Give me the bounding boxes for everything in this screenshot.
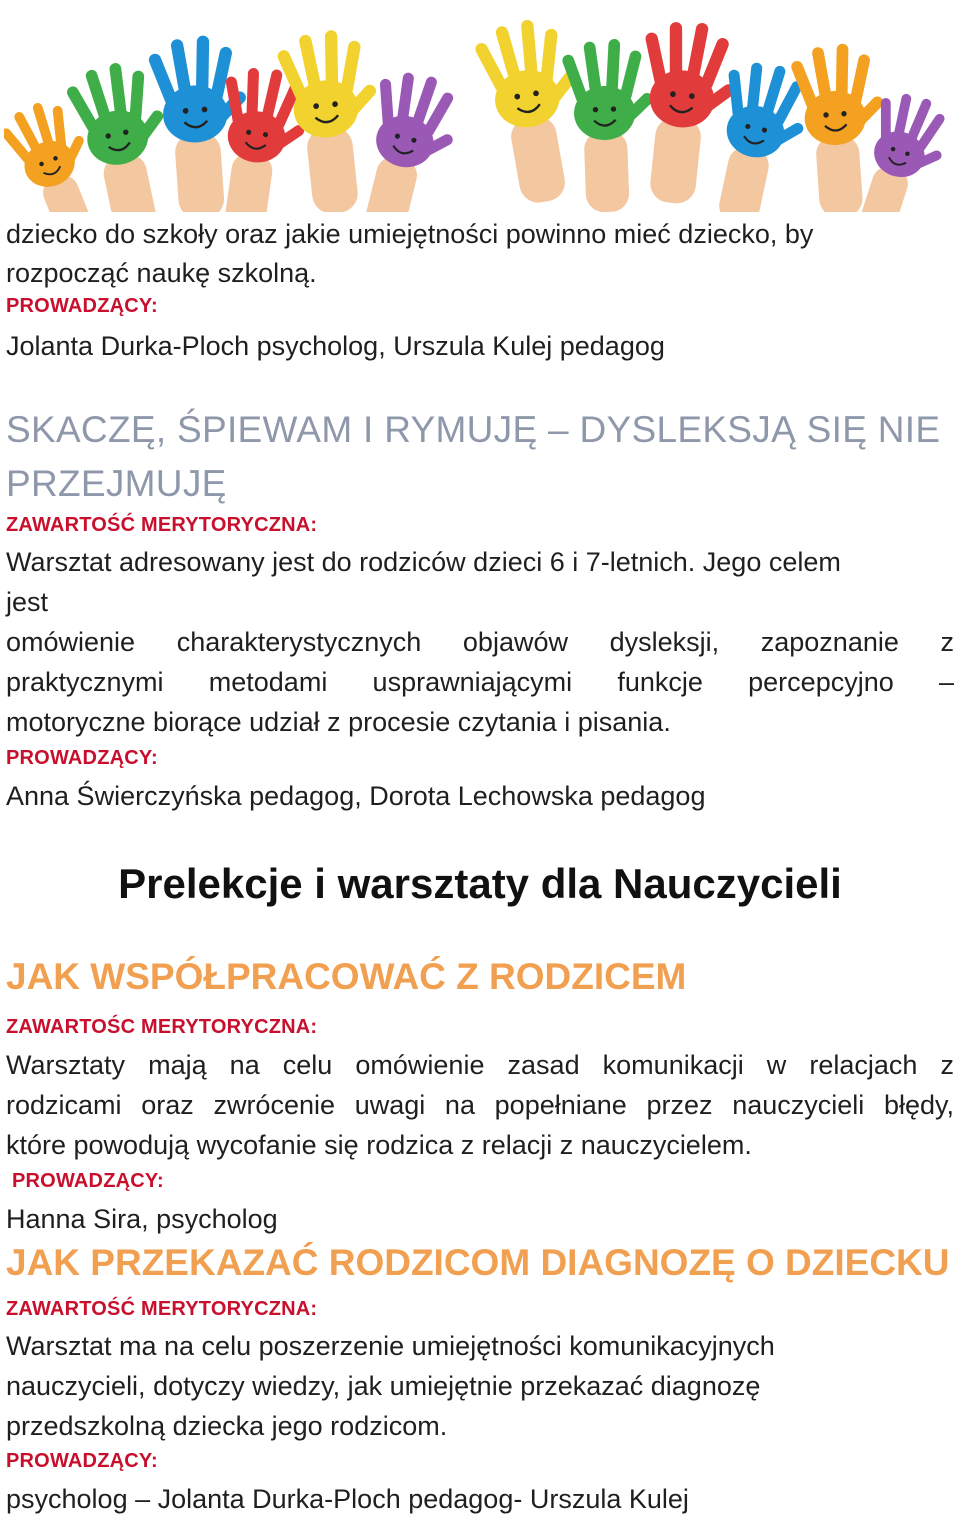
body-text-line: jest (6, 587, 49, 617)
workshop-title: JAK WSPÓŁPRACOWAĆ Z RODZICEM (6, 956, 687, 997)
body-text-line: rozpocząć naukę szkolną. (6, 258, 317, 288)
body-text-line: motoryczne biorące udział z procesie czytania i pisania. (6, 707, 671, 737)
workshop-title: PRZEJMUJĘ (6, 463, 227, 504)
section-heading: Prelekcje i warsztaty dla Nauczycieli (118, 860, 842, 907)
body-text-line: nauczycieli, dotyczy wiedzy, jak umiejętnie przekazać diagnozę (6, 1371, 761, 1401)
leader-label: PROWADZĄCY: (6, 747, 158, 769)
leader-label: PROWADZĄCY: (6, 295, 158, 317)
body-text-line: Warsztat adresowany jest do rodziców dzieci 6 i 7-letnich. Jego celem (6, 547, 841, 577)
workshop-title: SKACZĘ, ŚPIEWAM I RYMUJĘ – DYSLEKSJĄ SIĘ NIE (6, 409, 941, 450)
content-label: ZAWARTOŚC MERYTORYCZNA: (6, 1016, 318, 1038)
leader-names: Anna Świerczyńska pedagog, Dorota Lechowska pedagog (6, 781, 706, 811)
body-text-line: dziecko do szkoły oraz jakie umiejętności powinno mieć dziecko, by (6, 219, 814, 249)
leader-names: Jolanta Durka-Ploch psycholog, Urszula Kulej pedagog (6, 331, 665, 361)
body-text-line: praktycznymi metodami usprawniającymi funkcje percepcyjno – (6, 667, 954, 697)
leader-label: PROWADZĄCY: (6, 1450, 158, 1472)
body-text-line: Warsztaty mają na celu omówienie zasad komunikacji w relacjach z (6, 1050, 954, 1080)
content-label: ZAWARTOŚĆ MERYTORYCZNA: (6, 514, 318, 536)
body-text-line: Warsztat ma na celu poszerzenie umiejętności komunikacyjnych (6, 1331, 775, 1361)
painted-hands-banner (4, 0, 946, 212)
leader-names: Hanna Sira, psycholog (6, 1204, 278, 1234)
body-text-line: omówienie charakterystycznych objawów dysleksji, zapoznanie z (6, 627, 954, 657)
body-text-line: przedszkolną dziecka jego rodzicom. (6, 1411, 448, 1441)
body-text-line: rodzicami oraz zwrócenie uwagi na popełniane przez nauczycieli błędy, (6, 1090, 954, 1120)
leader-names: psycholog – Jolanta Durka-Ploch pedagog- Urszula Kulej (6, 1484, 689, 1514)
body-text-line: które powodują wycofanie się rodzica z relacji z nauczycielem. (6, 1130, 752, 1160)
leader-label: PROWADZĄCY: (12, 1170, 164, 1192)
content-label: ZAWARTOŚĆ MERYTORYCZNA: (6, 1298, 318, 1320)
workshop-title: JAK PRZEKAZAĆ RODZICOM DIAGNOZĘ O DZIECKU (6, 1242, 950, 1283)
